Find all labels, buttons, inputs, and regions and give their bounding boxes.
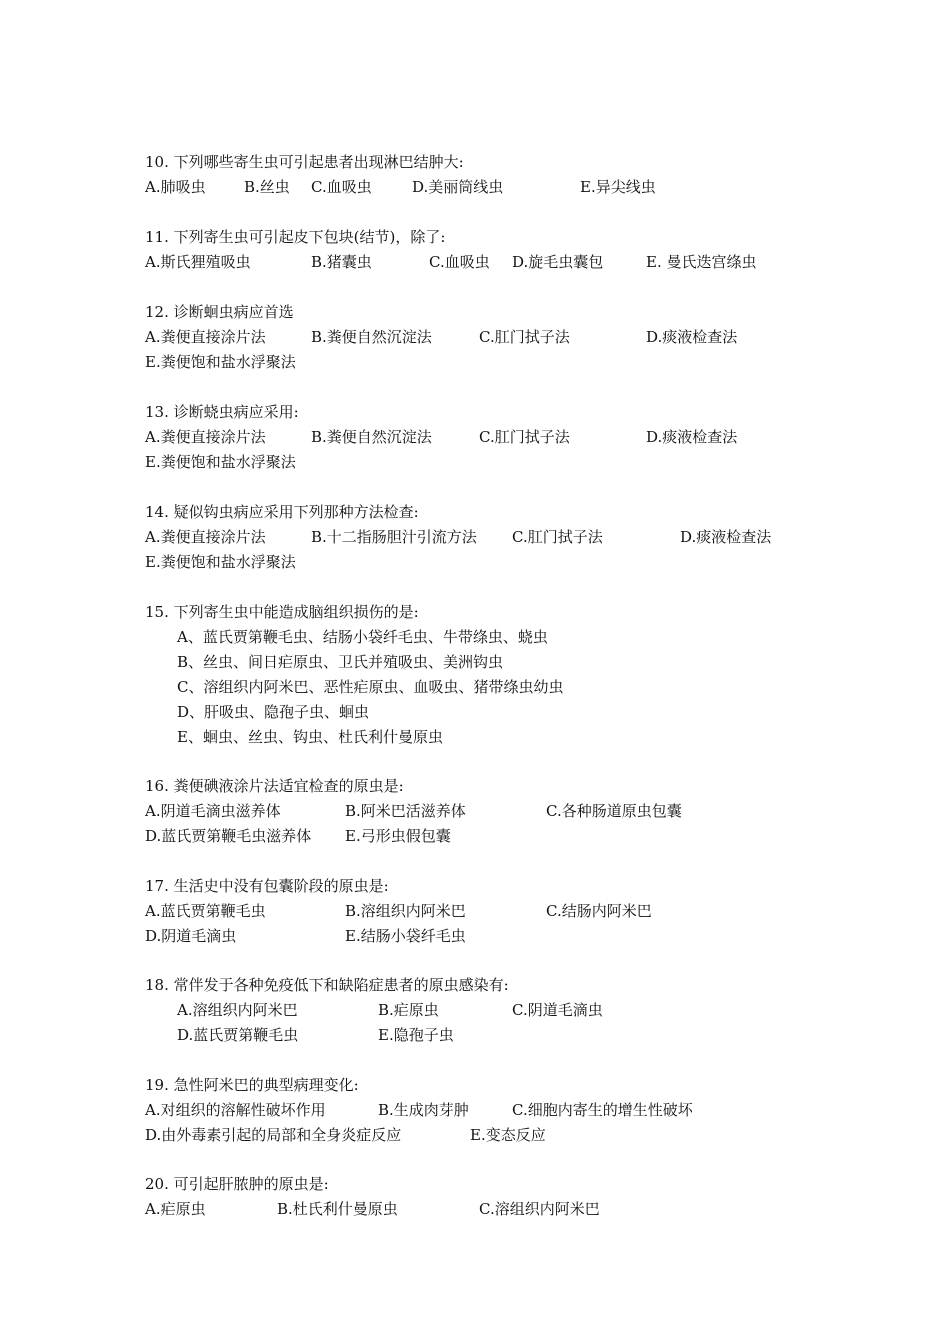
- q18-option-b: B.疟原虫: [378, 1001, 439, 1019]
- question-12-text: 12. 诊断蛔虫病应首选: [145, 303, 294, 321]
- q15-option-d: D、肝吸虫、隐孢子虫、蛔虫: [177, 703, 370, 721]
- q14-option-b: B.十二指肠胆汁引流方法: [311, 528, 477, 546]
- q15-option-b: B、丝虫、间日疟原虫、卫氏并殖吸虫、美洲钩虫: [177, 653, 504, 671]
- q13-option-d: D.痰液检查法: [646, 428, 738, 446]
- question-13-text: 13. 诊断蛲虫病应采用:: [145, 403, 299, 421]
- q19-option-c: C.细胞内寄生的增生性破坏: [512, 1101, 693, 1119]
- q20-option-c: C.溶组织内阿米巴: [479, 1200, 600, 1218]
- q18-option-e: E.隐孢子虫: [378, 1026, 454, 1044]
- q11-option-d: D.旋毛虫囊包: [512, 253, 604, 271]
- q14-option-a: A.粪便直接涂片法: [145, 528, 266, 546]
- q10-option-c: C.血吸虫: [311, 178, 372, 196]
- q12-option-d: D.痰液检查法: [646, 328, 738, 346]
- q10-option-b: B.丝虫: [244, 178, 290, 196]
- q13-option-c: C.肛门拭子法: [479, 428, 570, 446]
- q11-option-e: E. 曼氏迭宫绦虫: [646, 253, 757, 271]
- q10-option-d: D.美丽筒线虫: [412, 178, 504, 196]
- q18-option-a: A.溶组织内阿米巴: [177, 1001, 298, 1019]
- q17-option-b: B.溶组织内阿米巴: [345, 902, 466, 920]
- q12-option-e: E.粪便饱和盐水浮聚法: [145, 353, 296, 371]
- question-18-text: 18. 常伴发于各种免疫低下和缺陷症患者的原虫感染有:: [145, 976, 509, 994]
- q17-option-d: D.阴道毛滴虫: [145, 927, 237, 945]
- q16-option-b: B.阿米巴活滋养体: [345, 802, 466, 820]
- question-16-text: 16. 粪便碘液涂片法适宜检查的原虫是:: [145, 777, 404, 795]
- q12-option-b: B.粪便自然沉淀法: [311, 328, 432, 346]
- q12-option-a: A.粪便直接涂片法: [145, 328, 266, 346]
- question-17-text: 17. 生活史中没有包囊阶段的原虫是:: [145, 877, 389, 895]
- q13-option-e: E.粪便饱和盐水浮聚法: [145, 453, 296, 471]
- q20-option-a: A.疟原虫: [145, 1200, 206, 1218]
- question-11-text: 11. 下列寄生虫可引起皮下包块(结节)，除了:: [145, 228, 446, 246]
- q14-option-c: C.肛门拭子法: [512, 528, 603, 546]
- q16-option-e: E.弓形虫假包囊: [345, 827, 451, 845]
- question-14-text: 14. 疑似钩虫病应采用下列那种方法检查:: [145, 503, 419, 521]
- question-15-text: 15. 下列寄生虫中能造成脑组织损伤的是:: [145, 603, 419, 621]
- question-19-text: 19. 急性阿米巴的典型病理变化:: [145, 1076, 359, 1094]
- q15-option-c: C、溶组织内阿米巴、恶性疟原虫、血吸虫、猪带绦虫幼虫: [177, 678, 564, 696]
- q12-option-c: C.肛门拭子法: [479, 328, 570, 346]
- q14-option-e: E.粪便饱和盐水浮聚法: [145, 553, 296, 571]
- q18-option-d: D.蓝氏贾第鞭毛虫: [177, 1026, 299, 1044]
- q19-option-a: A.对组织的溶解性破坏作用: [145, 1101, 326, 1119]
- q15-option-e: E、蛔虫、丝虫、钩虫、杜氏利什曼原虫: [177, 728, 443, 746]
- q11-option-c: C.血吸虫: [429, 253, 490, 271]
- q17-option-e: E.结肠小袋纤毛虫: [345, 927, 466, 945]
- question-20-text: 20. 可引起肝脓肿的原虫是:: [145, 1175, 329, 1193]
- q10-option-a: A.肺吸虫: [145, 178, 206, 196]
- q19-option-b: B.生成肉芽肿: [378, 1101, 469, 1119]
- q11-option-a: A.斯氏狸殖吸虫: [145, 253, 251, 271]
- q17-option-a: A.蓝氏贾第鞭毛虫: [145, 902, 266, 920]
- q16-option-a: A.阴道毛滴虫滋养体: [145, 802, 281, 820]
- q19-option-d: D.由外毒素引起的局部和全身炎症反应: [145, 1126, 402, 1144]
- q13-option-b: B.粪便自然沉淀法: [311, 428, 432, 446]
- q13-option-a: A.粪便直接涂片法: [145, 428, 266, 446]
- q15-option-a: A、蓝氏贾第鞭毛虫、结肠小袋纤毛虫、牛带绦虫、蛲虫: [177, 628, 548, 646]
- q19-option-e: E.变态反应: [470, 1126, 546, 1144]
- q10-option-e: E.异尖线虫: [580, 178, 656, 196]
- question-10-text: 10. 下列哪些寄生虫可引起患者出现淋巴结肿大:: [145, 153, 464, 171]
- q11-option-b: B.猪囊虫: [311, 253, 372, 271]
- q20-option-b: B.杜氏利什曼原虫: [277, 1200, 398, 1218]
- q16-option-d: D.蓝氏贾第鞭毛虫滋养体: [145, 827, 312, 845]
- q16-option-c: C.各种肠道原虫包囊: [546, 802, 682, 820]
- q14-option-d: D.痰液检查法: [680, 528, 772, 546]
- q17-option-c: C.结肠内阿米巴: [546, 902, 652, 920]
- q18-option-c: C.阴道毛滴虫: [512, 1001, 603, 1019]
